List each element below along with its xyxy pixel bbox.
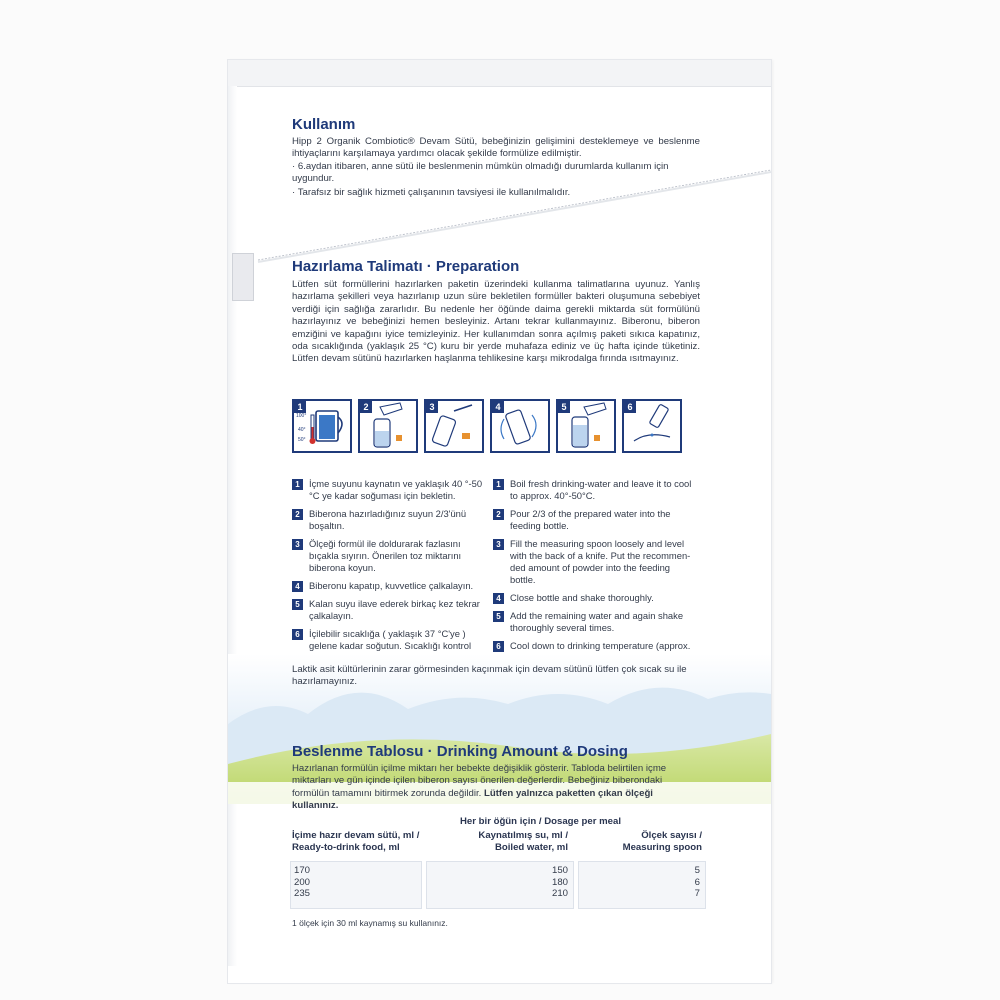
step-en-3-number: 3 [493, 539, 504, 550]
feeding-title: Beslenme Tablosu · Drinking Amount & Dosing [292, 743, 628, 760]
add-water-bottle-icon [558, 401, 614, 451]
step-tr-2 [292, 508, 492, 532]
step-tr-6-number: 6 [292, 629, 303, 640]
thermo-label-40: 40° [298, 427, 306, 433]
feeding-body [292, 763, 700, 813]
usage-bullet-1-text: 6.aydan itibaren, anne sütü ile beslenmenin mümkün olmadığı durumlarda kullanım için uygundur. [292, 161, 669, 185]
box-side-slot [232, 253, 254, 301]
step-tr-4-number: 4 [292, 581, 303, 592]
step-en-5 [493, 610, 693, 634]
step-en-6-text: Cool down to drinking temperature (approx. [510, 640, 691, 651]
step-tr-6-text: İçilebilir sıcaklığa ( yaklaşık 37 °C'ye ) gelene kadar soğutun. Sıcaklığı kontrol [309, 628, 472, 651]
preparation-note: Laktik asit kültürlerinin zarar görmesinden kaçınmak için devam sütünü lütfen çok sıcak su ile hazırlamayınız. [292, 664, 687, 688]
step-5-number: 5 [558, 401, 570, 413]
preparation-step-illustrations [292, 399, 682, 453]
preparation-title: Hazırlama Talimatı · Preparation [292, 258, 520, 275]
step-4-number: 4 [492, 401, 504, 413]
usage-bullet-1: · 6.aydan itibaren, anne sütü ile beslenmenin mümkün olmadığı durumlarda kullanım için uygundur. [292, 161, 669, 185]
step-tr-3 [292, 538, 492, 574]
table-col2-values [518, 865, 568, 900]
step-tr-2-number: 2 [292, 509, 303, 520]
step-en-5-text: Add the remaining water and again shake thoroughly several times. [510, 610, 684, 633]
table-row-3-ready: 235 [294, 888, 311, 899]
step-en-2-text: Pour 2/3 of the prepared water into the feeding bottle. [510, 508, 671, 531]
step-2-illustration [358, 399, 418, 453]
table-col3-values [658, 865, 700, 900]
table-row-2-spoons: 6 [694, 876, 700, 888]
col2-header-tr: Kaynatılmış su, ml / [478, 830, 568, 841]
step-en-2 [493, 508, 693, 532]
step-tr-4-text: Biberonu kapatıp, kuvvetlice çalkalayın. [309, 580, 474, 591]
step-3-illustration [424, 399, 484, 453]
step-en-1 [493, 478, 693, 502]
shake-bottle-icon [492, 401, 548, 451]
step-tr-1-text: İçme suyunu kaynatın ve yaklaşık 40 °-50 °C ye kadar soğuması için bekletin. [309, 478, 483, 501]
step-tr-5 [292, 598, 492, 622]
step-en-3 [493, 538, 693, 586]
step-tr-4 [292, 580, 492, 592]
step-en-4-text: Close bottle and shake thoroughly. [510, 592, 654, 603]
table-footnote: 1 ölçek için 30 ml kaynamış su kullanınız. [292, 918, 448, 928]
usage-intro [292, 136, 700, 161]
step-6-illustration [622, 399, 682, 453]
step-en-1-number: 1 [493, 479, 504, 490]
step-en-6-number: 6 [493, 641, 504, 652]
table-col1-values [294, 865, 310, 900]
step-tr-5-text: Kalan suyu ilave ederek birkaç kez tekrar çalkalayın. [309, 598, 480, 621]
thermo-label-50: 50° [298, 437, 306, 443]
steps-list-english [493, 478, 693, 670]
step-tr-1-number: 1 [292, 479, 303, 490]
col3-header-en: Measuring spoon [622, 842, 702, 853]
step-1-number: 1 [294, 401, 306, 413]
step-3-number: 3 [426, 401, 438, 413]
step-5-illustration [556, 399, 616, 453]
col2-header-en: Boiled water, ml [494, 842, 568, 853]
table-col3-header [606, 830, 702, 854]
steps-list-turkish [292, 478, 492, 670]
table-col2-header [456, 830, 568, 854]
table-row-3-water: 210 [551, 888, 568, 899]
step-tr-5-number: 5 [292, 599, 303, 610]
step-4-illustration [490, 399, 550, 453]
usage-intro-text: Hipp 2 Organik Combiotic® Devam Sütü, bebeğinizin gelişimini desteklemeye ve beslenme ihtiyaçlarını karşılamaya yardımcı olacak şekilde formülize edilmiştir. [292, 136, 700, 160]
table-row-1-spoons: 5 [694, 865, 700, 876]
col1-header-tr: İçime hazır devam sütü, ml / [292, 830, 420, 841]
pour-water-bottle-icon [360, 401, 416, 451]
table-col1-header [292, 830, 419, 854]
step-2-number: 2 [360, 401, 372, 413]
step-tr-2-text: Biberona hazırladığınız suyun 2/3'ünü boşaltın. [309, 508, 467, 531]
feeding-body-text: Hazırlanan formülün içilme miktarı her bebekte değişiklik gösterir. Tabloda belirtilen içme miktarları ve gün içinde içilen biberon sayısı önerilen değerlerdir. Bebeğiniz biberondaki formülün tamamını bitirmek zorunda değildir. [292, 763, 667, 799]
check-temperature-icon [624, 401, 680, 451]
step-en-5-number: 5 [493, 611, 504, 622]
preparation-body: Lütfen süt formüllerini hazırlarken paketin üzerindeki kullanma talimatlarına uyunuz. Yanlış hazırlama şekilleri veya hazırlanıp uzun süre bekletilen formüller bakteri oluşumuna sebebiyet verdiği için sağlığa zararlıdır. Bu nedenle her öğünde daima gerekli miktarda süt formülünü hazırlayınız ve bebeğinizi hemen besleyiniz. Artanı tekrar kullanmayınız. Biberonu, biberon emziğini ve kapağını iyice temizleyiniz. Her kullanımdan sonra açılmış paketi sıkıca kapatınız, oda sıcaklığında (yaklaşık 25 °C) kuru bir yerde muhafaza ediniz ve üç hafta içinde tüketiniz. Lütfen devam sütünü hazırlarken haşlanma tehlikesine karşı mikrodalga fırında ısıtmayınız. [292, 279, 700, 365]
step-tr-3-number: 3 [292, 539, 303, 550]
thermo-label-100: 100° [296, 413, 307, 419]
step-1-illustration [292, 399, 352, 453]
step-en-4-number: 4 [493, 593, 504, 604]
usage-bullet-2-text: Tarafsız bir sağlık hizmeti çalışanının tavsiyesi ile kullanılmalıdır. [297, 187, 571, 198]
usage-bullet-2: · Tarafsız bir sağlık hizmeti çalışanının tavsiyesi ile kullanılmalıdır. [292, 187, 571, 198]
table-row-2-ready: 200 [294, 876, 311, 888]
table-group-header: Her bir öğün için / Dosage per meal [460, 816, 621, 827]
product-box-side-panel [228, 60, 771, 983]
table-row-1-water: 150 [551, 865, 568, 876]
box-left-crease [228, 86, 237, 966]
feeding-body-bold: Lütfen yalnızca paketten çıkan ölçeği kullanınız. [292, 787, 653, 812]
table-row-3-spoons: 7 [694, 888, 700, 899]
step-tr-3-text: Ölçeği formül ile doldurarak fazlasını bıçakla sıyırın. Önerilen toz miktarını biberona koyun. [309, 538, 462, 573]
table-row-1-ready: 170 [294, 865, 311, 876]
step-en-1-text: Boil fresh drinking-water and leave it to cool to approx. 40°-50°C. [510, 478, 692, 501]
step-6-number: 6 [624, 401, 636, 413]
measuring-spoon-icon [426, 401, 482, 451]
col3-header-tr: Ölçek sayısı / [641, 830, 702, 841]
step-tr-1 [292, 478, 492, 502]
usage-title: Kullanım [292, 116, 356, 133]
kettle-thermometer-icon [294, 401, 350, 451]
step-en-2-number: 2 [493, 509, 504, 520]
step-en-4 [493, 592, 693, 604]
step-en-3-text: Fill the measuring spoon loosely and level with the back of a knife. Put the recommen-ded amount of powder into the feeding bottle. [510, 538, 691, 585]
col1-header-en: Ready-to-drink food, ml [292, 842, 400, 853]
table-row-2-water: 180 [551, 876, 568, 888]
box-top-flap [228, 60, 771, 87]
